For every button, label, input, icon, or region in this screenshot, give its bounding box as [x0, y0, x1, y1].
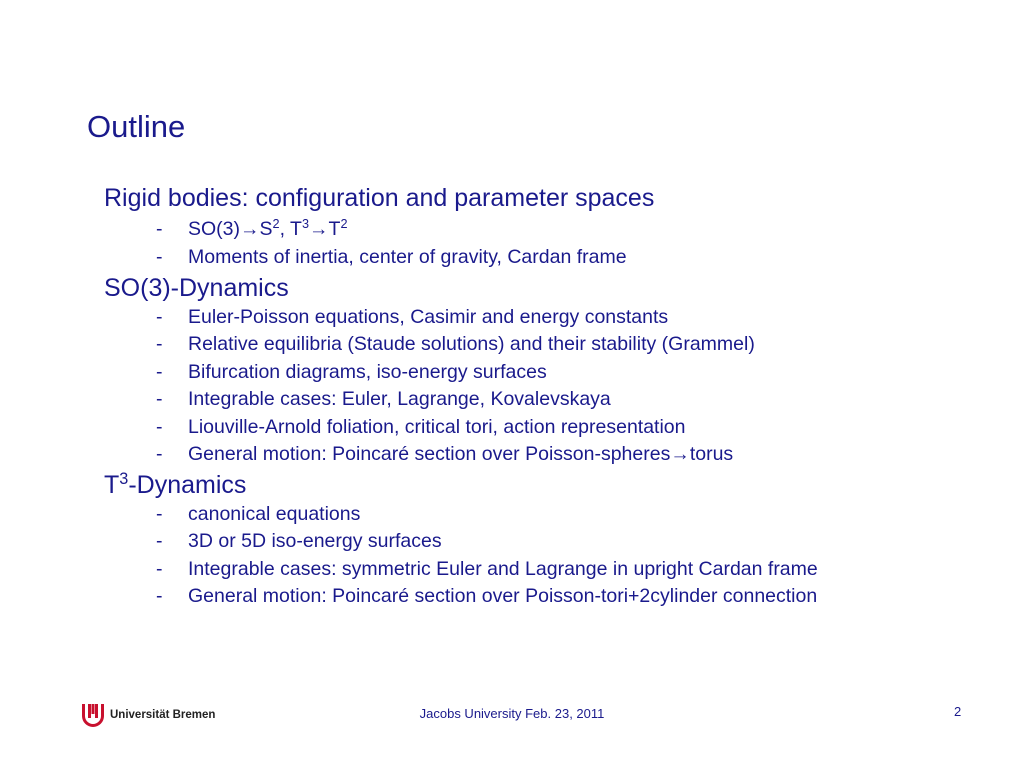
bullet-dash: -: [156, 360, 163, 383]
outline-section: [104, 182, 1004, 272]
section-items: [104, 214, 1004, 272]
text-run: Relative equilibria (Staude solutions) and their stability (Grammel): [188, 333, 755, 355]
text-run: -Dynamics: [128, 470, 247, 499]
bullet-dash: -: [156, 218, 163, 240]
list-item: [104, 414, 1004, 442]
text-run: Euler-Poisson equations, Casimir and energy constants: [188, 305, 669, 328]
bullet-dash: -: [156, 333, 163, 355]
bullet-dash: -: [156, 557, 163, 580]
text-run: Integrable cases: Euler, Lagrange, Kovalevskaya: [188, 388, 611, 410]
text-run: Integrable cases: symmetric Euler and Lagrange in upright Cardan frame: [188, 557, 818, 580]
outline-content: [104, 182, 1004, 611]
list-item: [104, 583, 1004, 611]
superscript: 3: [119, 469, 129, 488]
bullet-dash: -: [156, 246, 163, 268]
bullet-dash: -: [156, 502, 163, 525]
list-item-text: [188, 528, 442, 556]
text-run: SO(3)→S: [188, 218, 273, 240]
bullet-dash: -: [156, 305, 163, 328]
superscript: 2: [340, 217, 348, 232]
outline-section: [104, 469, 1004, 611]
list-item: [104, 244, 1004, 272]
section-items: [104, 501, 1004, 611]
list-item-text: [188, 501, 360, 529]
list-item-text: [188, 556, 818, 584]
page-number: 2: [954, 704, 962, 719]
bullet-dash: -: [156, 530, 163, 552]
text-run: canonical equations: [188, 502, 361, 525]
text-run: →T: [309, 218, 341, 240]
list-item-text: [188, 331, 755, 359]
section-heading: SO(3)-Dynamics: [104, 273, 289, 302]
list-item-text: [188, 359, 547, 387]
bullet-dash: -: [156, 415, 163, 438]
text-run: Moments of inertia, center of gravity, Cardan frame: [188, 246, 627, 268]
list-item-text: [188, 304, 668, 332]
list-item: [104, 359, 1004, 387]
list-item-text: [188, 244, 627, 272]
list-item: [104, 386, 1004, 414]
superscript: 2: [272, 217, 280, 232]
list-item: [104, 528, 1004, 556]
slide-title: Outline: [87, 109, 186, 144]
text-run: Bifurcation diagrams, iso-energy surfaces: [188, 360, 547, 383]
text-run: Liouville-Arnold foliation, critical tori, action representation: [188, 415, 686, 438]
text-run: 3D or 5D iso-energy surfaces: [188, 530, 442, 552]
footer-center-text: Jacobs University Feb. 23, 2011: [419, 706, 605, 721]
section-heading: Rigid bodies: configuration and parameter spaces: [104, 184, 655, 212]
text-run: General motion: Poincaré section over Poisson-spheres→torus: [188, 443, 734, 465]
text-run: General motion: Poincaré section over Poisson-tori+2cylinder connection: [188, 585, 818, 607]
list-item: [104, 441, 1004, 469]
section-heading: [104, 469, 1004, 501]
list-item-text: [188, 214, 347, 244]
list-item-text: [188, 441, 733, 469]
bullet-dash: -: [156, 388, 163, 410]
logo-text: Universität Bremen: [110, 709, 216, 721]
list-item: [104, 331, 1004, 359]
footer: [0, 706, 1024, 726]
text-run: , T: [279, 218, 302, 240]
list-item-text: [188, 583, 817, 611]
bullet-dash: -: [156, 585, 163, 607]
superscript: 3: [301, 217, 310, 232]
list-item-text: [188, 386, 611, 414]
bullet-dash: -: [156, 443, 163, 465]
list-item: [104, 214, 1004, 244]
list-item: [104, 501, 1004, 529]
list-item: [104, 304, 1004, 332]
section-items: [104, 304, 1004, 469]
text-run: T: [104, 470, 120, 499]
list-item-text: [188, 414, 686, 442]
list-item: [104, 556, 1004, 584]
outline-section: [104, 272, 1004, 469]
